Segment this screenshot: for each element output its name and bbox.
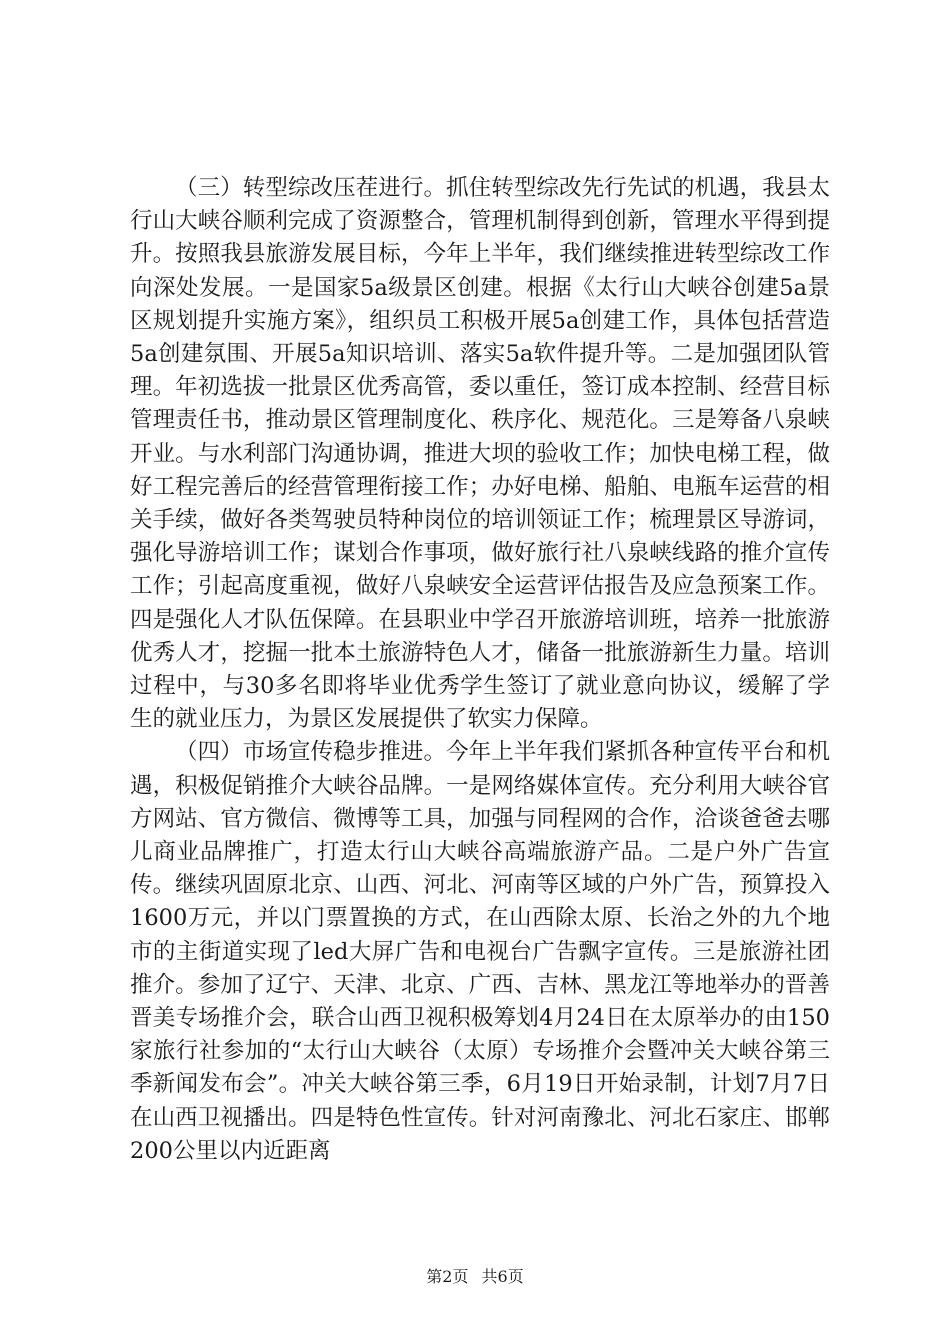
page-total: 共6页 [481,1267,524,1286]
paragraph-market-promotion: （四）市场宣传稳步推进。今年上半年我们紧抓各种宣传平台和机遇，积极促销推介大峡谷品牌。一是网络媒体宣传。充分利用大峡谷官方网站、官方微信、微博等工具，加强与同程网的合作，洽谈爸爸去哪儿商业品牌推广，打造太行山大峡谷高端旅游产品。二是户外广告宣传。继续巩固原北京、山西、河北、河南等区域的户外广告，预算投入1600万元，并以门票置换的方式，在山西除太原、长治之外的九个地市的主街道实现了led大屏广告和电视台广告飘字宣传。三是旅游社团推介。参加了辽宁、天津、北京、广西、吉林、黑龙江等地举办的晋善晋美专场推介会，联合山西卫视积极筹划4月24日在太原举办的由150家旅行社参加的“太行山大峡谷（太原）专场推介会暨冲关大峡谷第三季新闻发布会”。冲关大峡谷第三季，6月19日开始录制，计划7月7日在山西卫视播出。四是特色性宣传。针对河南豫北、河北石家庄、邯郸200公里以内近距离 [130,739,830,1164]
page-footer [0,1267,950,1287]
page-number: 第2页 [426,1267,469,1286]
paragraph-transformation-reform: （三）转型综改压茬进行。抓住转型综改先行先试的机遇，我县太行山大峡谷顺利完成了资源整合，管理机制得到创新，管理水平得到提升。按照我县旅游发展目标，今年上半年，我们继续推进转型综改工作向深处发展。一是国家5a级景区创建。根据《太行山大峡谷创建5a景区规划提升实施方案》，组织员工积极开展5a创建工作，具体包括营造5a创建氛围、开展5a知识培训、落实5a软件提升等。二是加强团队管理。年初选拔一批景区优秀高管，委以重任，签订成本控制、经营目标管理责任书，推动景区管理制度化、秩序化、规范化。三是筹备八泉峡开业。与水利部门沟通协调，推进大坝的验收工作；加快电梯工程，做好工程完善后的经营管理衔接工作；办好电梯、船舶、电瓶车运营的相关手续，做好各类驾驶员特种岗位的培训领证工作；梳理景区导游词，强化导游培训工作；谋划合作事项，做好旅行社八泉峡线路的推介宣传工作；引起高度重视，做好八泉峡安全运营评估报告及应急预案工作。四是强化人才队伍保障。在县职业中学召开旅游培训班，培养一批旅游优秀人才，挖掘一批本土旅游特色人才，储备一批旅游新生力量。培训过程中，与30多名即将毕业优秀学生签订了就业意向协议，缓解了学生的就业压力，为景区发展提供了软实力保障。 [130,175,830,733]
document-body [130,172,830,1168]
